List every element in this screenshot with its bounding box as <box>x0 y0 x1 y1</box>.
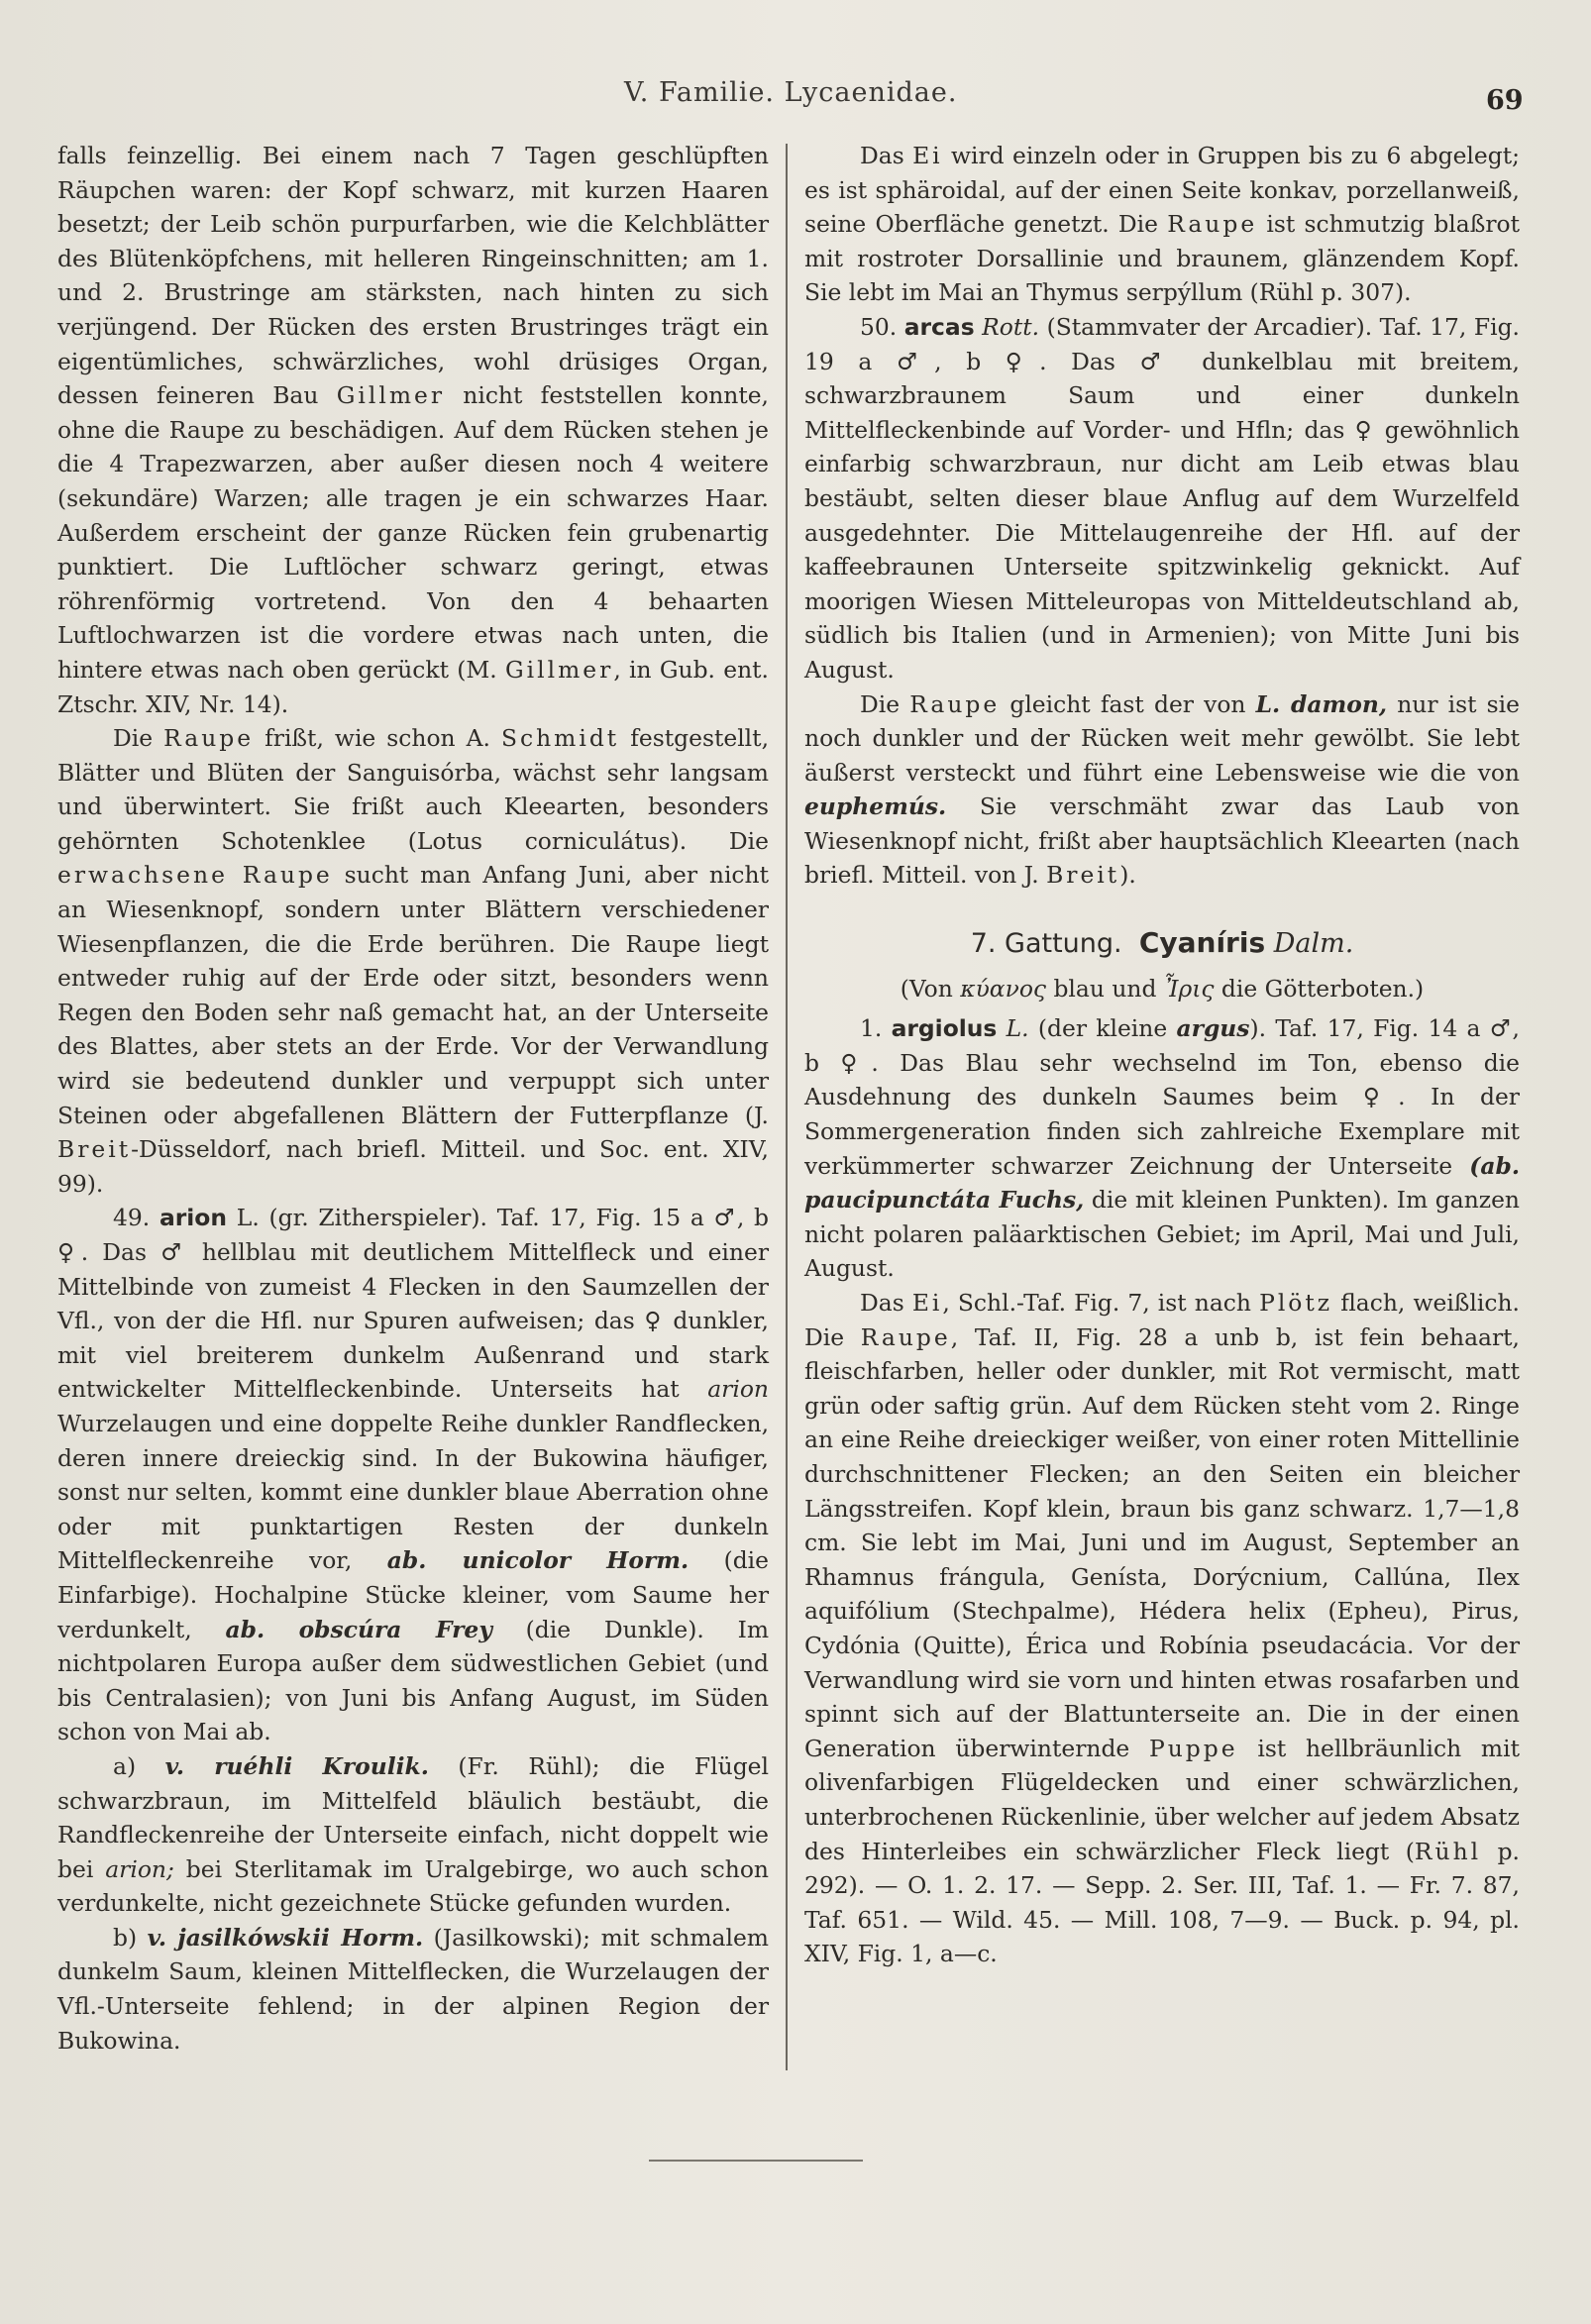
author-name: Breit <box>57 1135 132 1164</box>
keyword-raupe: Raupe <box>1167 210 1258 239</box>
species-author: L. <box>997 1014 1029 1043</box>
species-entry-argiolus: 1. argiolus L. (der kleine argus). Taf. 17, Fig. 14 a ♂, b ♀. Das Blau sehr wechselnd im Ton, ebenso die Ausdehnung des dunkeln Saumes beim ♀. In der Sommergeneration finden sich zahlreiche Exemplare mit verkümmerter schwarzer Zeichnung der Unterseite (ab. paucipunctáta Fuchs, die mit kleinen Punkten). Im ganzen nicht polaren paläarktischen Gebiet; im April, Mai und Juli, August. <box>804 1014 1520 1283</box>
left-column <box>57 139 769 2058</box>
genus-label: 7. Gattung. <box>970 928 1122 960</box>
keyword-ei: Ei <box>911 1289 943 1317</box>
greek-word: Ἶρις <box>1163 974 1215 1003</box>
species-ref: arion <box>707 1375 769 1404</box>
paragraph-arcas-caterpillar: Die Raupe gleicht fast der von L. damon, nur ist sie noch dunkler und der Rücken weit mehr gewölbt. Sie lebt äußerst versteckt und führt eine Lebensweise wie die von euphemús. Sie verschmäht zwar das Laub von Wiesenknopf nicht, frißt aber hauptsächlich Kleearten (nach briefl. Mitteil. von J. Breit). <box>804 689 1520 890</box>
keyword-erwachsene-raupe: erwachsene Raupe <box>57 861 333 890</box>
variety-entry-ruehli: a) v. ruéhli Kroulik. (Fr. Rühl); die Flügel schwarzbraun, im Mittelfeld bläulich bestäubt, die Randfleckenreihe der Unterseite einfach, nicht doppelt wie bei arion; bei Sterlitamak im Uralgebirge, wo auch schon verdunkelte, nicht gezeichnete Stücke gefunden wurden. <box>57 1751 769 1918</box>
paragraph-caterpillar-description: falls feinzellig. Bei einem nach 7 Tagen geschlüpften Räupchen waren: der Kopf schwarz, mit kurzen Haaren besetzt; der Leib schön purpurfarben, wie die Kelchblätter des Blütenköpfchens, mit helleren Ringeinschnitten; am 1. und 2. Brustringe am stärksten, nach hinten zu sich verjüngend. Der Rücken des ersten Brustringes trägt ein eigentümliches, schwärzliches, wohl drüsiges Organ, dessen feineren Bau Gillmer nicht feststellen konnte, ohne die Raupe zu beschädigen. Auf dem Rücken stehen je die 4 Trapezwarzen, aber außer diesen noch 4 weitere (sekundäre) Warzen; alle tragen je ein schwarzes Haar. Außerdem erscheint der ganze Rücken fein grubenartig punktiert. Die Luftlöcher schwarz geringt, etwas röhrenförmig vortretend. Von den 4 behaarten Luftlochwarzen ist die vordere etwas nach unten, die hintere etwas nach oben gerückt (M. Gillmer, in Gub. ent. Ztschr. XIV, Nr. 14). <box>57 142 769 718</box>
paragraph-caterpillar-habits: Die Raupe frißt, wie schon A. Schmidt festgestellt, Blätter und Blüten der Sanguisórba, wächst sehr langsam und überwintert. Sie frißt auch Kleearten, besonders gehörnten Schotenklee (Lotus corniculátus). Die erwachsene Raupe sucht man Anfang Juni, aber nicht an Wiesenknopf, sondern unter Blättern verschiedener Wiesenpflanzen, die die Erde berühren. Die Raupe liegt entweder ruhig auf der Erde oder sitzt, besonders wenn Regen den Boden sehr naß gemacht hat, an der Unterseite des Blattes, aber stets an der Erde. Vor der Verwandlung wird sie bedeutend dunkler und verpuppt sich unter Steinen oder abgefallenen Blättern der Futterpflanze (J. Breit-Düsseldorf, nach briefl. Mitteil. und Soc. ent. XIV, 99). <box>57 724 770 1198</box>
genus-author: Dalm. <box>1273 928 1354 960</box>
species-ref: L. damon, <box>1255 689 1388 718</box>
variety-name: v. ruéhli Kroulik. <box>164 1751 429 1780</box>
author-name: Schmidt <box>500 724 620 753</box>
keyword-raupe: Raupe <box>909 689 1001 718</box>
aberration-name: (ab. paucipunctáta Fuchs, <box>804 1151 1520 1215</box>
aberration-name: ab. unicolor Horm. <box>386 1546 689 1575</box>
variety-name: v. jasilkówskii Horm. <box>147 1923 424 1952</box>
species-ref: argus <box>1176 1014 1250 1043</box>
genus-heading <box>804 926 1520 962</box>
keyword-raupe: Raupe <box>163 724 255 753</box>
species-name: argiolus <box>891 1014 998 1043</box>
column-divider <box>786 144 788 2070</box>
author-name: Gillmer <box>505 655 614 684</box>
author-name: Plötz <box>1259 1289 1333 1317</box>
keyword-raupe: Raupe <box>860 1322 951 1351</box>
species-name: arcas <box>903 312 975 341</box>
aberration-name: ab. obscúra Frey <box>225 1615 492 1643</box>
running-header: V. Familie. Lycaenidae. <box>624 77 958 108</box>
species-ref: arion; <box>105 1854 174 1883</box>
species-name: arion <box>159 1204 228 1232</box>
genus-name: Cyaníris <box>1138 926 1266 960</box>
right-column <box>804 139 1520 1971</box>
species-author: Rott. <box>974 312 1040 341</box>
author-name: Gillmer <box>336 381 446 410</box>
footer-rule <box>649 2160 863 2162</box>
page-number: 69 <box>1486 85 1524 116</box>
keyword-puppe: Puppe <box>1149 1734 1238 1762</box>
author-name: Rühl <box>1414 1837 1482 1865</box>
species-entry-arion: 49. arion L. (gr. Zitherspieler). Taf. 17, Fig. 15 a ♂, b ♀. Das ♂ hellblau mit deutlichem Mittelfleck und einer Mittelbinde von zumeist 4 Flecken in den Saumzellen der Vfl., von der die Hfl. nur Spuren aufweisen; das ♀ dunkler, mit viel breiterem dunkelm Außenrand und stark entwickelter Mittelfleckenbinde. Unterseits hat arion Wurzelaugen und eine doppelte Reihe dunkler Randflecken, deren innere dreieckig sind. In der Bukowina häufiger, sonst nur selten, kommt eine dunkler blaue Aberration ohne oder mit punktartigen Resten der dunkeln Mittelfleckenreihe vor, ab. unicolor Horm. (die Einfarbige). Hochalpine Stücke kleiner, vom Saume her verdunkelt, ab. obscúra Frey (die Dunkle). Im nichtpolaren Europa außer dem südwestlichen Gebiet (und bis Centralasien); von Juni bis Anfang August, im Süden schon von Mai ab. <box>57 1204 769 1746</box>
author-name: Breit <box>1046 861 1120 890</box>
paragraph-argiolus-early-stages: Das Ei, Schl.-Taf. Fig. 7, ist nach Plötz flach, weißlich. Die Raupe, Taf. II, Fig. 28 a unb b, ist fein behaart, fleischfarben, heller oder dunkler, mit Rot vermischt, matt grün oder saftig grün. Auf dem Rücken steht vom 2. Ringe an eine Reihe dreieckiger weißer, von einer roten Mittellinie durchschnittener Flecken; an den Seiten ein bleicher Längsstreifen. Kopf klein, braun bis ganz schwarz. 1,7—1,8 cm. Sie lebt im Mai, Juni und im August, September an Rhamnus frángula, Genísta, Dorýcnium, Callúna, Ilex aquifólium (Stechpalme), Hédera helix (Epheu), Pirus, Cydónia (Quitte), Érica und Robínia pseudacácia. Vor der Verwandlung wird sie vorn und hinten etwas rosafarben und spinnt sich auf der Blattunterseite an. Die in der einen Generation überwinternde Puppe ist hellbräunlich mit olivenfarbigen Flügeldecken und einer schwärzlichen, unterbrochenen Rückenlinie, über welcher auf jedem Absatz des Hinterleibes ein schwärzlicher Fleck liegt (Rühl p. 292). — O. 1. 2. 17. — Sepp. 2. Ser. III, Taf. 1. — Fr. 7. 87, Taf. 651. — Wild. 45. — Mill. 108, 7—9. — Buck. p. 94, pl. XIV, Fig. 1, a—c. <box>804 1289 1520 1968</box>
keyword-ei: Ei <box>912 142 943 169</box>
greek-word: κύανος <box>960 974 1047 1003</box>
genus-etymology: (Von κύανος blau und Ἶρις die Götterboten.) <box>900 974 1425 1003</box>
species-entry-arcas: 50. arcas Rott. (Stammvater der Arcadier). Taf. 17, Fig. 19 a ♂, b ♀. Das ♂ dunkelblau mit breitem, schwarzbraunem Saum und einer dunkeln Mittelfleckenbinde auf Vorder- und Hfln; das ♀ gewöhnlich einfarbig schwarzbraun, nur dicht am Leib etwas blau bestäubt, selten dieser blaue Anflug auf dem Wurzelfeld ausgedehnter. Die Mittelaugenreihe der Hfl. auf der kaffeebraunen Unterseite spitzwinkelig geknickt. Auf moorigen Wiesen Mitteleuropas von Mitteldeutschland ab, südlich bis Italien (und in Armenien); von Mitte Juni bis August. <box>804 312 1520 684</box>
paragraph-egg-and-caterpillar: Das Ei wird einzeln oder in Gruppen bis zu 6 abgelegt; es ist sphäroidal, auf der einen Seite konkav, porzellanweiß, seine Oberfläche genetzt. Die Raupe ist schmutzig blaßrot mit rostroter Dorsallinie und braunem, glänzendem Kopf. Sie lebt im Mai an Thymus serpýllum (Rühl p. 307). <box>804 142 1521 307</box>
species-ref: euphemús. <box>804 792 947 821</box>
variety-entry-jasilkowskii: b) v. jasilkówskii Horm. (Jasilkowski); mit schmalem dunkelm Saum, kleinen Mittelflecken, die Wurzelaugen der Vfl.-Unterseite fehlend; in der alpinen Region der Bukowina. <box>57 1923 769 2055</box>
